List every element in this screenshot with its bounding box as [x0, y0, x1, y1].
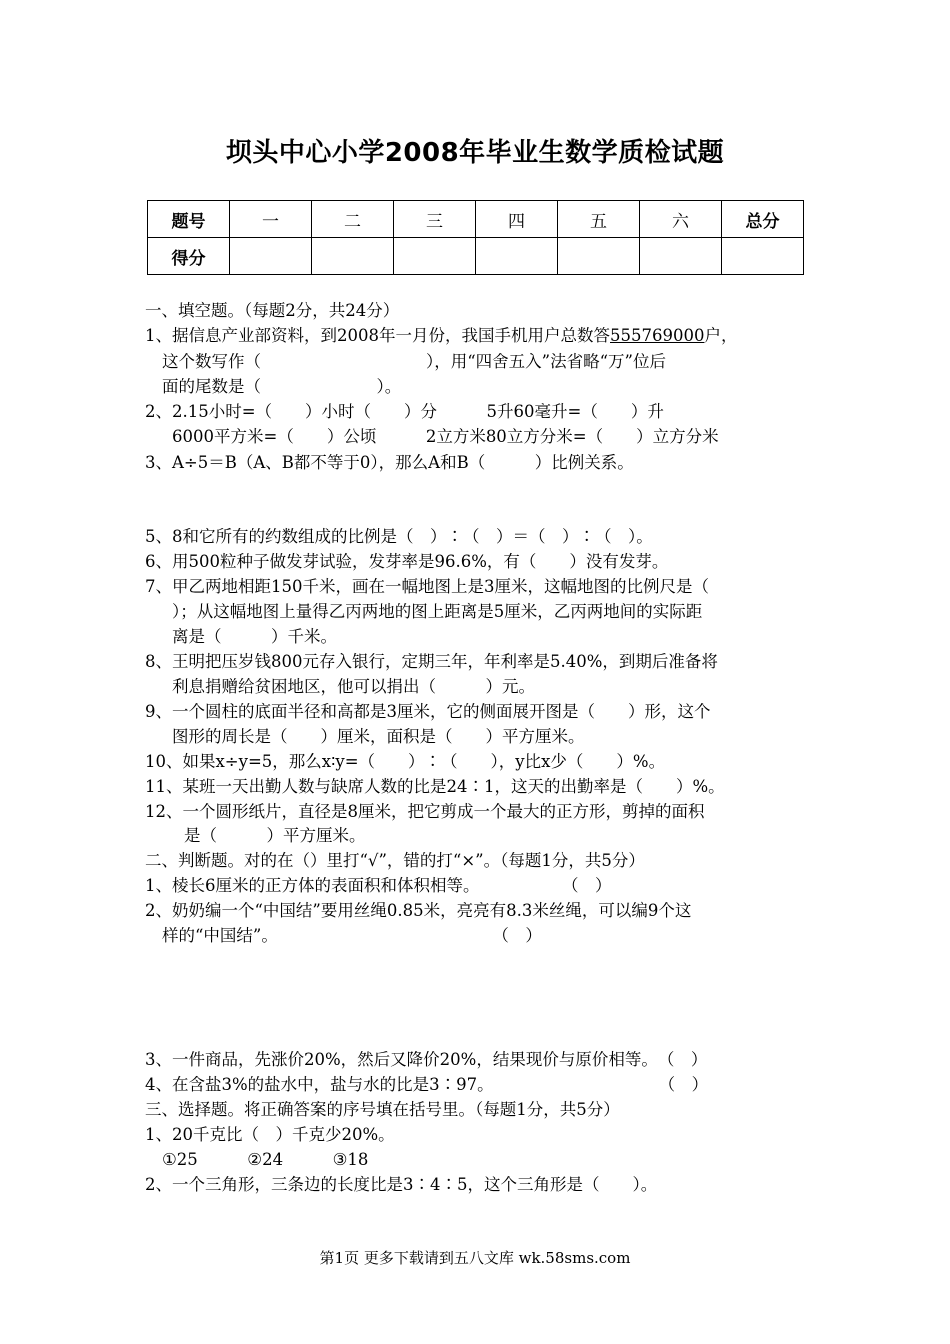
question-1-line-1: [145, 325, 737, 347]
question-11: 11、某班一天出勤人数与缺席人数的比是24∶1，这天的出勤率是（ ）%。: [145, 777, 725, 796]
judge-2-line-2: 样的“中国结”。 （ ）: [162, 926, 542, 945]
section-1-heading: 一、填空题。（每题2分，共24分）: [145, 301, 400, 320]
question-9-line-2: 图形的周长是（ ）厘米，面积是（ ）平方厘米。: [172, 727, 585, 746]
question-2-line-1: 2、2.15小时=（ ）小时（ ）分 5升60毫升=（ ）升: [145, 402, 664, 421]
score-header-cell: 六: [640, 201, 722, 238]
question-5: 5、8和它所有的约数组成的比例是（ ）∶（ ）＝（ ）∶（ ）。: [145, 527, 653, 546]
score-header-cell: 总分: [722, 201, 804, 238]
choice-1-options: ①25 ②24 ③18: [162, 1150, 369, 1169]
score-cell[interactable]: [722, 238, 804, 275]
section-2-heading: 二、判断题。对的在（）里打“√”，错的打“×”。（每题1分，共5分）: [145, 851, 645, 870]
question-9-line-1: 9、一个圆柱的底面半径和高都是3厘米，它的侧面展开图是（ ）形，这个: [145, 702, 711, 721]
score-row-label: 得分: [148, 238, 230, 275]
choice-1: 1、20千克比（ ）千克少20%。: [145, 1125, 395, 1144]
question-7-line-3: 离是（ ）千米。: [172, 627, 337, 646]
score-header-cell: 三: [394, 201, 476, 238]
judge-2-line-1: 2、奶奶编一个“中国结”要用丝绳0.85米，亮亮有8.3米丝绳，可以编9个这: [145, 901, 692, 920]
score-cell[interactable]: [476, 238, 558, 275]
question-7-line-1: 7、甲乙两地相距150千米，画在一幅地图上是3厘米，这幅地图的比例尺是（: [145, 577, 709, 596]
score-cell[interactable]: [312, 238, 394, 275]
question-3: 3、A÷5＝B（A、B都不等于0），那么A和B（ ）比例关系。: [145, 453, 634, 472]
score-cell[interactable]: [394, 238, 476, 275]
question-8-line-2: 利息捐赠给贫困地区，他可以捐出（ ）元。: [172, 677, 535, 696]
page-footer: 第1页 更多下载请到五八文库 wk.58sms.com: [319, 1249, 631, 1267]
question-12-line-2: 是（ ）平方厘米。: [184, 826, 366, 845]
question-1-line-3: 面的尾数是（ ）。: [162, 377, 402, 396]
score-header-cell: 一: [230, 201, 312, 238]
score-header-cell: 题号: [148, 201, 230, 238]
underlined-number: 555769000: [610, 326, 705, 345]
section-3-heading: 三、选择题。将正确答案的序号填在括号里。（每题1分，共5分）: [145, 1100, 620, 1119]
question-6: 6、用500粒种子做发芽试验，发芽率是96.6%，有（ ）没有发芽。: [145, 552, 669, 571]
question-12-line-1: 12、一个圆形纸片，直径是8厘米，把它剪成一个最大的正方形，剪掉的面积: [145, 802, 705, 821]
question-8-line-1: 8、王明把压岁钱800元存入银行，定期三年，年利率是5.40%，到期后准备将: [145, 652, 718, 671]
question-text: 1、据信息产业部资料，到2008年一月份，我国手机用户总数答: [145, 326, 610, 345]
question-1-line-2: 这个数写作（ ），用“四舍五入”法省略“万”位后: [162, 352, 666, 371]
score-table-header-row: [148, 201, 804, 238]
score-cell[interactable]: [558, 238, 640, 275]
page-title: 坝头中心小学2008年毕业生数学质检试题: [225, 138, 725, 168]
choice-2: 2、一个三角形，三条边的长度比是3∶4∶5，这个三角形是（ ）。: [145, 1175, 658, 1194]
score-header-cell: 二: [312, 201, 394, 238]
judge-4: 4、在含盐3%的盐水中，盐与水的比是3∶97。 （ ）: [145, 1075, 709, 1094]
question-7-line-2: ）；从这幅地图上量得乙丙两地的图上距离是5厘米，乙丙两地间的实际距: [172, 602, 703, 621]
score-cell[interactable]: [640, 238, 722, 275]
score-cell[interactable]: [230, 238, 312, 275]
score-header-cell: 五: [558, 201, 640, 238]
score-table: [147, 200, 804, 275]
judge-3: 3、一件商品，先涨价20%，然后又降价20%，结果现价与原价相等。 （ ）: [145, 1050, 708, 1069]
score-table-score-row: [148, 238, 804, 275]
score-header-cell: 四: [476, 201, 558, 238]
question-text: 户，: [704, 326, 738, 345]
question-10: 10、如果x÷y=5，那么x∶y=（ ）∶（ ），y比x少（ ）%。: [145, 752, 666, 771]
judge-1: 1、棱长6厘米的正方体的表面积和体积相等。 （ ）: [145, 876, 612, 895]
question-2-line-2: 6000平方米=（ ）公顷 2立方米80立方分米=（ ）立方分米: [172, 427, 719, 446]
